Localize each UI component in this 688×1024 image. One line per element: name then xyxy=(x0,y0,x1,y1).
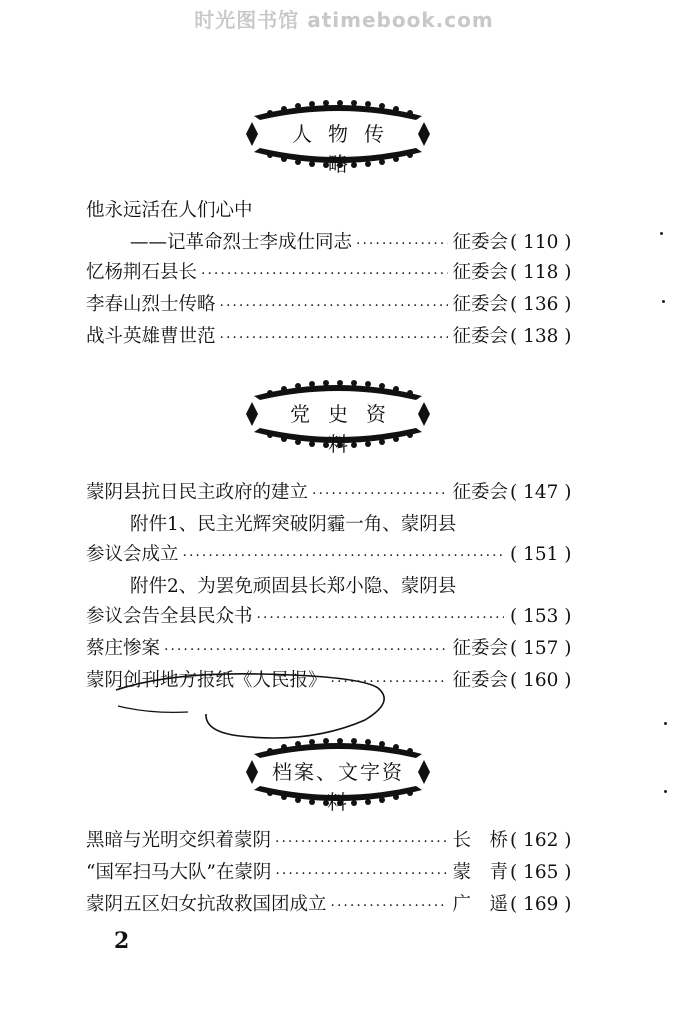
entry-page: ( 118 ) xyxy=(510,262,572,283)
entry-author: 征委会 xyxy=(452,482,508,503)
toc-entry xyxy=(86,858,586,888)
toc-entry xyxy=(86,258,586,288)
toc-entry xyxy=(86,478,586,508)
section-heading: 人物传略 xyxy=(292,122,400,176)
entry-author: 征委会 xyxy=(452,262,508,283)
entry-page: ( 147 ) xyxy=(510,482,572,503)
entry-author: 蒙 青 xyxy=(452,862,508,883)
dot-leader xyxy=(220,323,449,353)
entry-title: 李春山烈士传略 xyxy=(86,294,216,315)
toc-entry xyxy=(130,572,630,602)
toc-entry xyxy=(86,196,586,226)
entry-page: ( 151 ) xyxy=(510,544,572,565)
dot-leader xyxy=(220,291,449,321)
entry-title: 蒙阴五区妇女抗敌救国团成立 xyxy=(86,894,327,915)
entry-title: “国军扫马大队”在蒙阴 xyxy=(86,862,272,883)
entry-title: 参议会告全县民众书 xyxy=(86,606,253,627)
entry-page: ( 138 ) xyxy=(510,326,572,347)
toc-entry xyxy=(130,228,586,258)
scan-speck xyxy=(664,722,667,725)
toc-entry xyxy=(86,826,586,856)
toc-entry xyxy=(86,540,586,570)
entry-page: ( 157 ) xyxy=(510,638,572,659)
entry-title: 附件2、为罢免顽固县长郑小隐、蒙阴县 xyxy=(130,576,457,597)
page-number: 2 xyxy=(114,928,130,954)
entry-page: ( 169 ) xyxy=(510,894,572,915)
entry-title: 忆杨荆石县长 xyxy=(86,262,198,283)
section-heading-banner xyxy=(240,374,436,454)
toc-entry xyxy=(86,890,586,920)
dot-leader xyxy=(275,827,448,857)
entry-author: 长 桥 xyxy=(452,830,508,851)
toc-entry xyxy=(130,510,630,540)
entry-page: ( 165 ) xyxy=(510,862,572,883)
entry-author: 征委会 xyxy=(452,326,508,347)
dot-leader xyxy=(275,859,448,889)
entry-author: 征委会 xyxy=(452,638,508,659)
scan-speck xyxy=(662,300,665,303)
section-heading-banner xyxy=(240,94,436,174)
section-heading-banner xyxy=(240,732,436,812)
dot-leader xyxy=(257,603,504,633)
dot-leader xyxy=(164,635,448,665)
entry-title: ——记革命烈士李成仕同志 xyxy=(130,232,353,253)
entry-title: 他永远活在人们心中 xyxy=(86,200,253,221)
entry-title: 黑暗与光明交织着蒙阴 xyxy=(86,830,272,851)
entry-author: 征委会 xyxy=(452,232,508,253)
entry-title: 附件1、民主光辉突破阴霾一角、蒙阴县 xyxy=(130,514,457,535)
entry-title: 蒙阴县抗日民主政府的建立 xyxy=(86,482,309,503)
entry-page: ( 162 ) xyxy=(510,830,572,851)
section-heading: 档案、文字资料 xyxy=(272,760,404,814)
entry-title: 战斗英雄曹世范 xyxy=(86,326,216,347)
section-heading: 党史资料 xyxy=(290,402,404,456)
toc-entry xyxy=(86,602,586,632)
entry-author: 广 遥 xyxy=(452,894,508,915)
entry-title: 蔡庄惨案 xyxy=(86,638,161,659)
entry-page: ( 136 ) xyxy=(510,294,572,315)
scan-speck xyxy=(664,790,667,793)
toc-entry xyxy=(86,322,586,352)
dot-leader xyxy=(356,229,448,259)
toc-entry xyxy=(86,634,586,664)
dot-leader xyxy=(331,891,449,921)
entry-page: ( 110 ) xyxy=(510,232,572,253)
dot-leader xyxy=(312,479,448,509)
toc-entry xyxy=(86,290,586,320)
dot-leader xyxy=(183,541,504,571)
entry-title: 蒙阴创刊地方报纸《人民报》 xyxy=(86,670,327,691)
entry-title: 参议会成立 xyxy=(86,544,179,565)
dot-leader xyxy=(201,259,448,289)
entry-page: ( 153 ) xyxy=(510,606,572,627)
entry-page: ( 160 ) xyxy=(510,670,572,691)
scan-speck xyxy=(660,232,663,235)
watermark: 时光图书馆 atimebook.com xyxy=(194,8,494,32)
entry-author: 征委会 xyxy=(452,294,508,315)
entry-author: 征委会 xyxy=(452,670,508,691)
